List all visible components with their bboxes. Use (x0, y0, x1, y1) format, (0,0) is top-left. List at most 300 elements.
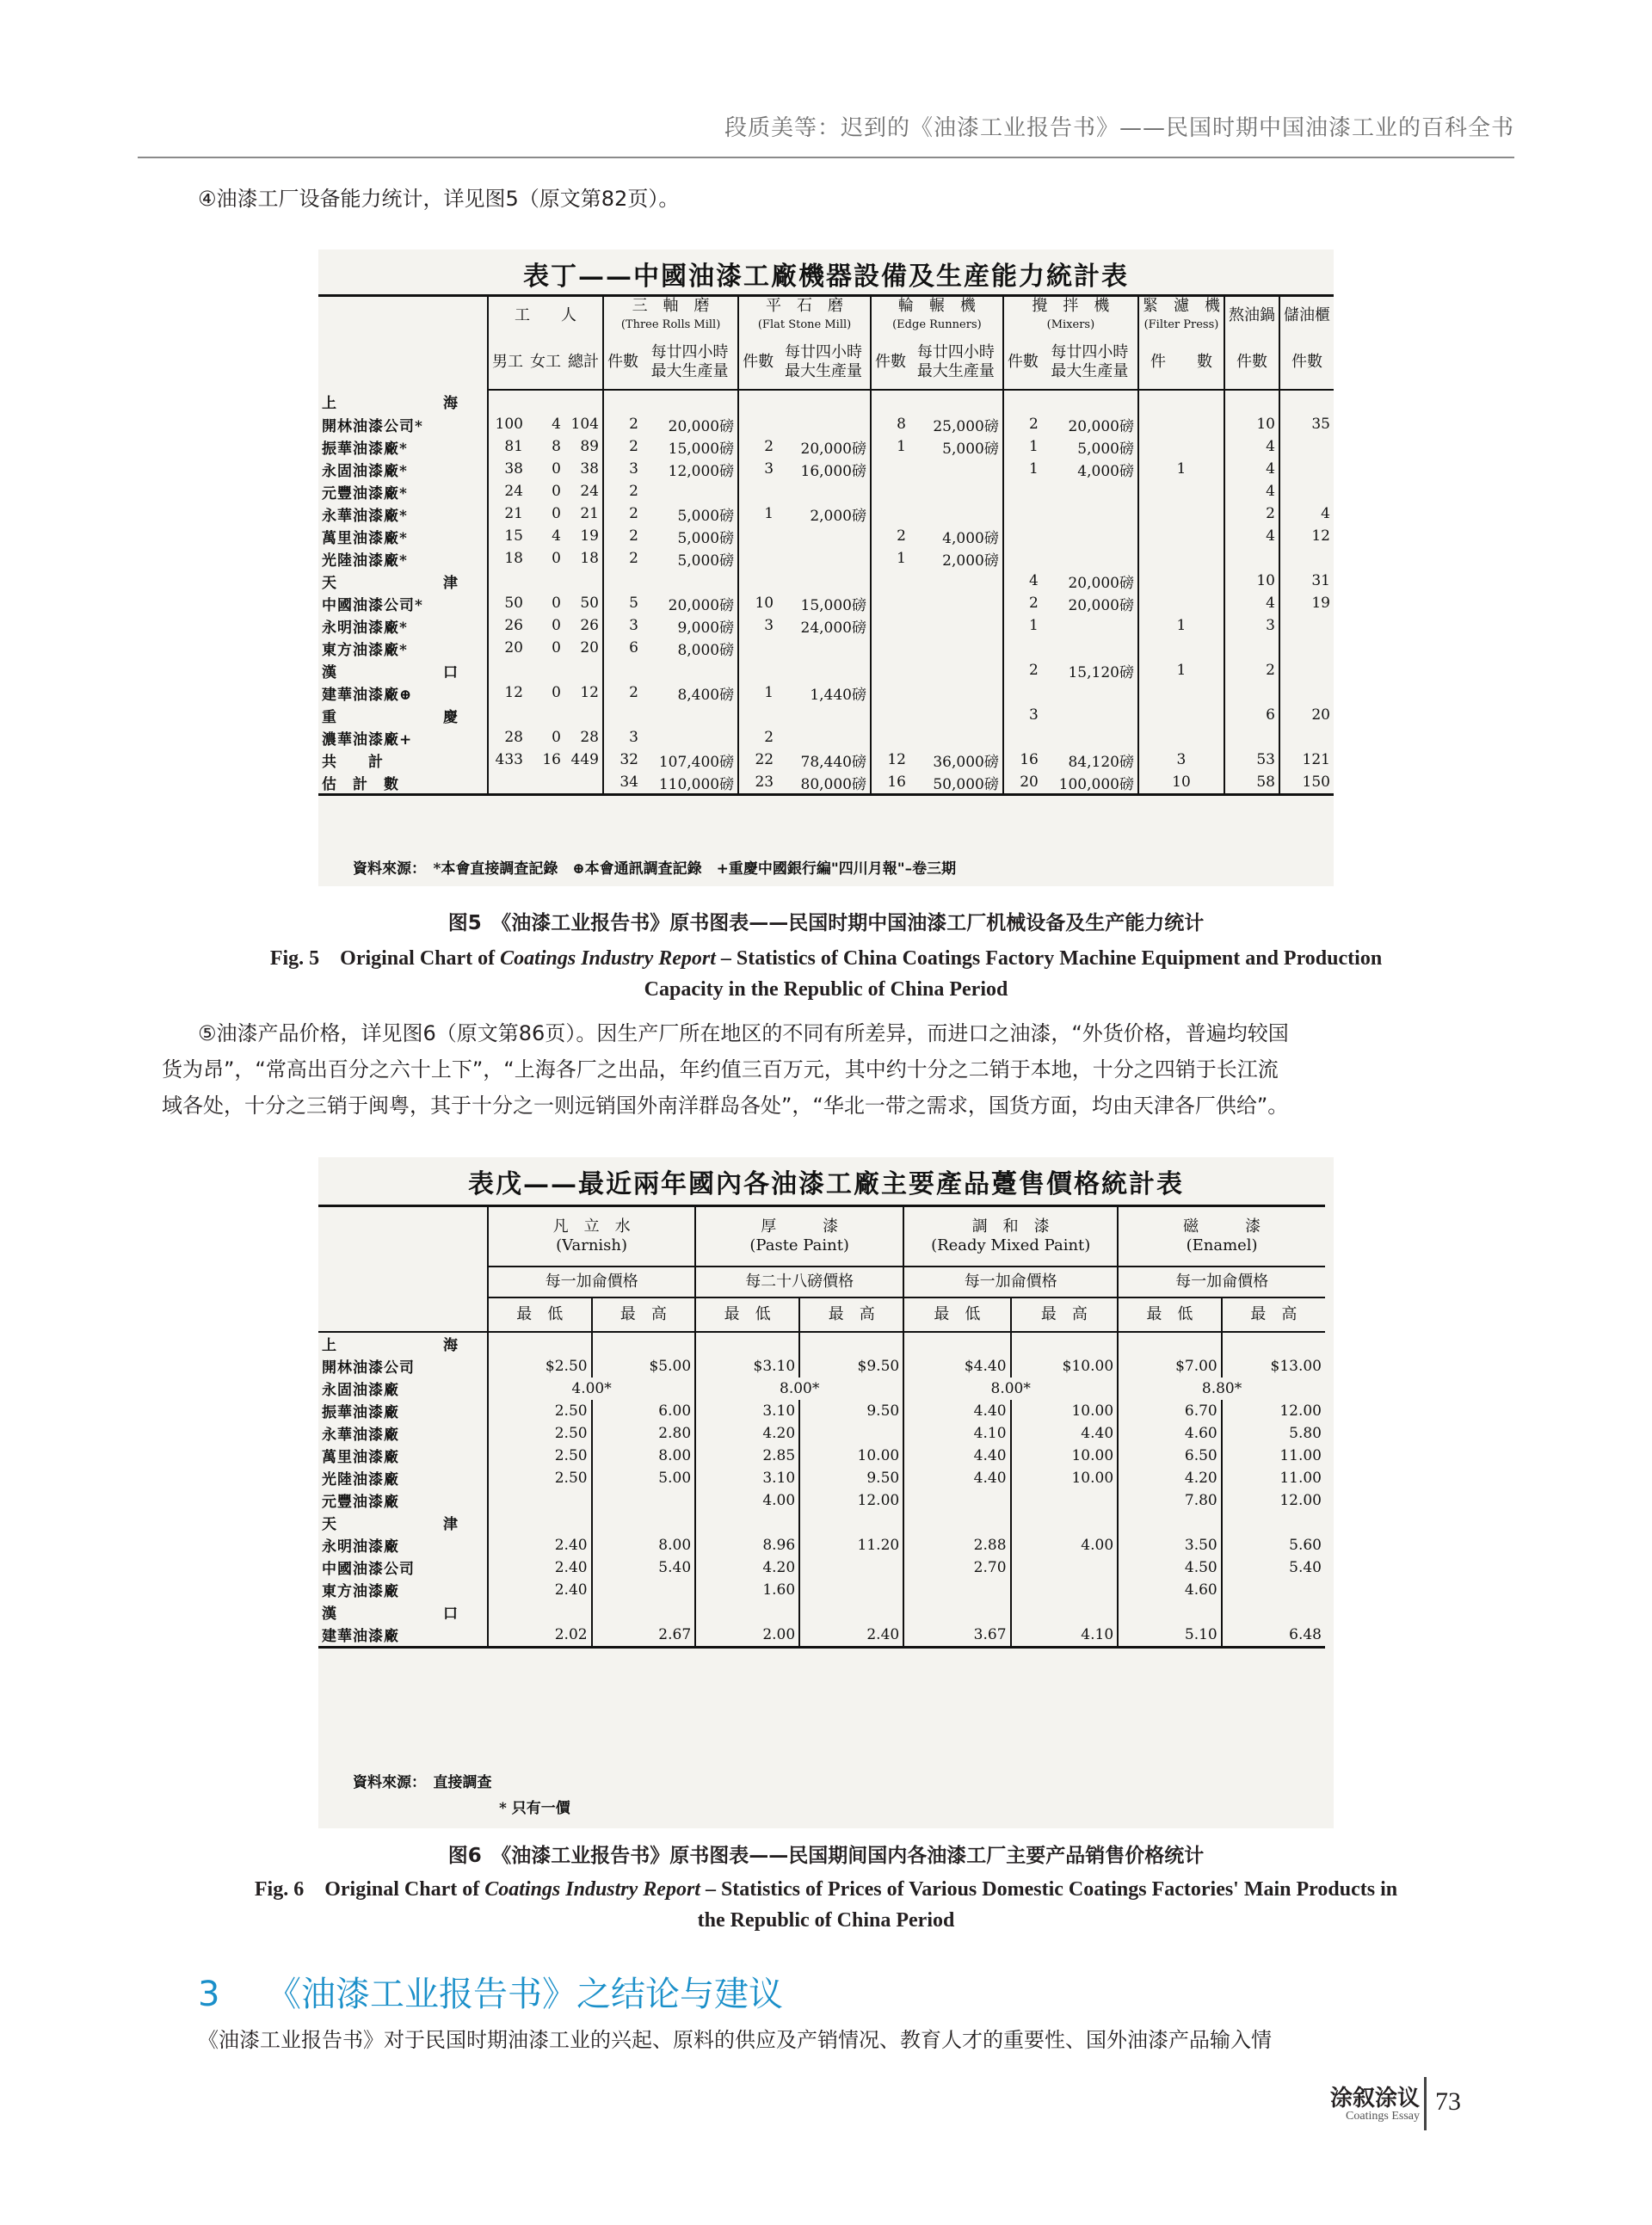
table-cell (1011, 1489, 1119, 1512)
table-cell (1279, 637, 1334, 659)
group-flat-stone-en: (Flat Stone Mill) (757, 318, 852, 331)
table-cell (738, 480, 777, 502)
table-cell: 2.50 (488, 1400, 592, 1422)
table-cell: 22 (738, 749, 777, 771)
table-cell: 4.60 (1118, 1579, 1222, 1601)
table-cell (1003, 726, 1042, 749)
figure-6-caption-en-prefix: Fig. 6 Original Chart of (254, 1878, 485, 1901)
table-cell: $2.50 (488, 1355, 592, 1378)
group-filter: 緊 濾 機 (1142, 297, 1220, 315)
table-cell (527, 659, 564, 681)
table-cell (799, 1556, 903, 1579)
table-cell: 5,000磅 (942, 440, 999, 458)
table-cell: 10.00 (1011, 1467, 1119, 1489)
row-label: 濃華油漆廠+ (322, 730, 413, 749)
table-cell (799, 1512, 903, 1534)
section-heading (198, 1967, 783, 2016)
table-cell: 4.20 (1118, 1467, 1222, 1489)
table-cell (1042, 614, 1138, 637)
table-cell: 4,000磅 (1077, 462, 1134, 480)
table-cell: 38 (488, 458, 527, 480)
figure-5-header-row-1 (318, 296, 1334, 336)
table-cell: 2 (603, 413, 642, 435)
table-cell (642, 704, 738, 726)
sub-female: 女工 (527, 335, 564, 390)
table-cell (738, 659, 777, 681)
table-cell: 2,000磅 (942, 552, 999, 570)
table-cell: 4.50 (1118, 1556, 1222, 1579)
table-cell (777, 525, 871, 547)
table-cell: 3.50 (1118, 1534, 1222, 1556)
table-cell (1042, 480, 1138, 502)
table-cell: 5,000磅 (677, 507, 735, 525)
table-cell: 10.00 (799, 1445, 903, 1467)
table-cell: 0 (552, 595, 561, 612)
table-cell: $3.10 (695, 1355, 799, 1378)
table-cell (1279, 390, 1334, 413)
table-cell: 8 (871, 413, 909, 435)
table-cell (799, 1422, 903, 1445)
table-row (318, 1579, 1325, 1601)
table-cell (488, 771, 527, 795)
table-cell (1042, 704, 1138, 726)
table-cell: 81 (488, 435, 527, 458)
table-cell (1138, 592, 1224, 614)
table-cell: 23 (738, 771, 777, 795)
table-cell (777, 480, 871, 502)
table-cell (909, 592, 1003, 614)
table-cell: 1,440磅 (810, 686, 866, 704)
table-cell: 2 (738, 435, 777, 458)
table-cell: 0 (552, 684, 561, 701)
table-cell: 10 (1138, 771, 1224, 795)
table-cell (1279, 547, 1334, 570)
table-row (318, 1422, 1325, 1445)
table-cell (909, 458, 1003, 480)
table-cell: 0 (552, 729, 561, 746)
table-cell: 107,400磅 (658, 753, 735, 771)
table-cell (777, 570, 871, 592)
table-cell: 20 (488, 637, 527, 659)
table-cell (695, 1332, 799, 1355)
table-cell: 3 (603, 726, 642, 749)
table-cell: 2.00 (695, 1624, 799, 1648)
figure-6-caption-en-italic: Coatings Industry Report (484, 1878, 700, 1901)
table-cell: 8 (552, 438, 561, 455)
table-cell: 4.40 (1011, 1422, 1119, 1445)
table-cell: 3 (603, 614, 642, 637)
table-cell (738, 547, 777, 570)
table-cell (1138, 681, 1224, 704)
table-cell (1279, 726, 1334, 749)
table-cell: 4.40 (903, 1467, 1010, 1489)
table-cell: 20,000磅 (1068, 596, 1134, 614)
table-cell: 2.80 (592, 1422, 696, 1445)
table-cell (1224, 390, 1279, 413)
table-cell: 11.00 (1222, 1445, 1325, 1467)
table-cell: 2 (1003, 592, 1042, 614)
table-cell: 12,000磅 (668, 462, 735, 480)
table-cell: 4 (1003, 570, 1042, 592)
table-row (318, 458, 1334, 480)
paragraph-2-line-3: 域各处，十分之三销于闽粤，其于十分之一则远销国外南洋群岛各处”，“华北一带之需求，国货方面，均由天津各厂供给”。 (162, 1094, 1289, 1118)
paragraph-3: 《油漆工业报告书》对于民国时期油漆工业的兴起、原料的供应及产销情况、教育人才的重要性、国外油漆产品输入情 (198, 2028, 1272, 2052)
row-label: 開林油漆公司* (322, 417, 423, 435)
table-cell (642, 726, 738, 749)
table-cell: 12.00 (1222, 1400, 1325, 1422)
table-cell: 1 (1138, 614, 1224, 637)
table-cell: 5.60 (1222, 1534, 1325, 1556)
table-cell (695, 1512, 799, 1534)
table-cell (871, 681, 909, 704)
row-label: 永固油漆廠* (322, 462, 408, 480)
table-cell: 1 (738, 502, 777, 525)
table-cell: 4.10 (903, 1422, 1010, 1445)
table-cell (909, 704, 1003, 726)
table-cell (909, 614, 1003, 637)
section-number: 3 (198, 1975, 220, 2014)
running-title: 段质美等：迟到的《油漆工业报告书》——民国时期中国油漆工业的百科全书 (724, 115, 1514, 141)
table-cell (527, 771, 564, 795)
col-low: 最 低 (695, 1297, 799, 1332)
table-cell (799, 1332, 903, 1355)
row-label: 萬里油漆廠* (322, 529, 408, 547)
table-cell (909, 390, 1003, 413)
table-cell (871, 502, 909, 525)
table-cell (1042, 547, 1138, 570)
table-cell: 1 (871, 435, 909, 458)
table-cell (488, 1332, 592, 1355)
table-cell (642, 570, 738, 592)
table-cell (1222, 1512, 1325, 1534)
sub-count: 件數 (871, 335, 909, 390)
figure-5-body (318, 390, 1334, 795)
figure-5-caption-cn: 图5 《油漆工业报告书》原书图表——民国时期中国油漆工厂机械设备及生产能力统计 (447, 912, 1205, 934)
sub-count: 件數 (1003, 335, 1042, 390)
table-cell: 20 (1003, 771, 1042, 795)
table-cell: 2 (1224, 659, 1279, 681)
table-row (318, 1378, 1325, 1400)
group-enamel: 磁 漆 (1183, 1217, 1261, 1236)
sub-count: 件數 (738, 335, 777, 390)
row-label: 振華油漆廠 (322, 1404, 399, 1421)
sub-capacity: 每廿四小時最大生產量 (909, 335, 1003, 390)
table-cell: 2 (603, 681, 642, 704)
table-cell (1138, 413, 1224, 435)
group-mixed-paint: 調 和 漆 (971, 1217, 1050, 1236)
table-cell: $4.40 (903, 1355, 1010, 1378)
table-cell (1224, 547, 1279, 570)
table-cell: 58 (1224, 771, 1279, 795)
unit-varnish: 每一加侖價格 (488, 1267, 695, 1297)
table-cell (1042, 681, 1138, 704)
table-cell: 2.85 (695, 1445, 799, 1467)
table-cell (871, 480, 909, 502)
table-cell: 20 (1279, 704, 1334, 726)
table-row (318, 1512, 1325, 1534)
col-high: 最 高 (592, 1297, 696, 1332)
table-cell: 2 (1003, 413, 1042, 435)
table-cell: 5.40 (592, 1556, 696, 1579)
table-cell: 12.00 (1222, 1489, 1325, 1512)
table-cell: 5 (603, 592, 642, 614)
table-cell: 3 (738, 458, 777, 480)
table-cell (738, 413, 777, 435)
table-cell: 12 (1279, 525, 1334, 547)
table-cell: 21 (488, 502, 527, 525)
table-cell: 2.50 (488, 1422, 592, 1445)
table-cell (1042, 726, 1138, 749)
table-cell: 8.00 (592, 1445, 696, 1467)
sub-capacity: 每廿四小時最大生產量 (1042, 335, 1138, 390)
col-high: 最 高 (1222, 1297, 1325, 1332)
table-cell: $9.50 (799, 1355, 903, 1378)
sub-boil-count: 件數 (1224, 335, 1279, 390)
group-flat-stone: 平 石 磨 (766, 297, 844, 315)
figure-6-table-image (318, 1157, 1334, 1828)
table-cell (1042, 637, 1138, 659)
row-label: 振華油漆廠* (322, 440, 408, 458)
table-cell (903, 1512, 1010, 1534)
table-cell: 449 (570, 751, 599, 768)
table-cell: 21 (580, 505, 599, 522)
table-cell (603, 659, 642, 681)
figure-5-caption-en-italic: Coatings Industry Report (500, 947, 716, 970)
table-cell: 50,000磅 (933, 775, 999, 793)
table-cell: 3 (1003, 704, 1042, 726)
table-cell: 2.50 (488, 1445, 592, 1467)
table-cell: 28 (488, 726, 527, 749)
sub-capacity: 每廿四小時最大生產量 (777, 335, 871, 390)
paragraph-1: ④油漆工厂设备能力统计，详见图5（原文第82页）。 (198, 187, 680, 211)
sub-store-count: 件數 (1279, 335, 1334, 390)
table-row (318, 614, 1334, 637)
table-cell (1042, 502, 1138, 525)
figure-6-note: * 只有一價 (499, 1800, 570, 1817)
row-label: 建華油漆廠 (322, 1628, 399, 1645)
row-label: 光陸油漆廠* (322, 552, 408, 570)
table-cell (909, 726, 1003, 749)
col-high: 最 高 (1011, 1297, 1119, 1332)
group-mixers: 攪 拌 機 (1032, 297, 1110, 315)
table-cell: 4.10 (1011, 1624, 1119, 1648)
table-cell: 3.10 (695, 1400, 799, 1422)
table-cell (527, 570, 564, 592)
group-mixers-en: (Mixers) (1046, 318, 1095, 331)
table-cell: 5,000磅 (677, 552, 735, 570)
table-cell: 11.00 (1222, 1467, 1325, 1489)
table-cell: 4 (1224, 458, 1279, 480)
footer-divider (1424, 2077, 1427, 2130)
group-edge-en: (Edge Runners) (892, 318, 982, 331)
row-label: 開林油漆公司 (322, 1359, 415, 1377)
table-cell: 3.10 (695, 1467, 799, 1489)
table-cell: 16,000磅 (800, 462, 866, 480)
table-cell (592, 1579, 696, 1601)
table-cell (1011, 1332, 1119, 1355)
table-cell: 4.40 (903, 1445, 1010, 1467)
section-title: 《油漆工业报告书》之结论与建议 (267, 1975, 783, 2014)
table-row (318, 547, 1334, 570)
table-cell: 15,120磅 (1068, 663, 1134, 681)
group-varnish: 凡 立 水 (552, 1217, 631, 1236)
table-cell: 100,000磅 (1058, 775, 1134, 793)
table-cell (1279, 614, 1334, 637)
table-cell: 2.40 (488, 1534, 592, 1556)
table-cell (903, 1601, 1010, 1624)
table-cell: 10.00 (1011, 1445, 1119, 1467)
table-cell (909, 502, 1003, 525)
row-label: 估 計 數 (322, 775, 399, 793)
table-cell (592, 1601, 696, 1624)
group-edge: 輪 輾 機 (897, 297, 976, 315)
table-cell (488, 1601, 592, 1624)
group-paste-paint-en: (Paste Paint) (749, 1236, 849, 1254)
running-header (138, 110, 1514, 158)
sub-capacity: 每廿四小時最大生產量 (642, 335, 738, 390)
table-cell: 1 (1003, 458, 1042, 480)
table-cell: 28 (580, 729, 599, 746)
table-cell (903, 1332, 1010, 1355)
table-cell: 8,000磅 (677, 641, 735, 659)
table-cell: 0 (552, 460, 561, 478)
table-row (318, 390, 1334, 413)
table-cell: 4 (1224, 480, 1279, 502)
group-three-rolls-en: (Three Rolls Mill) (620, 318, 721, 331)
table-cell: 4.40 (903, 1400, 1010, 1422)
table-cell: 2.50 (488, 1467, 592, 1489)
table-cell: 4 (1224, 525, 1279, 547)
row-label: 建華油漆廠⊕ (322, 686, 413, 704)
table-cell: 2 (603, 435, 642, 458)
table-cell (1138, 547, 1224, 570)
table-cell: 150 (1279, 771, 1334, 795)
table-cell: 18 (488, 547, 527, 570)
table-cell (564, 771, 603, 795)
table-cell (1279, 435, 1334, 458)
figure-6-caption-cn: 图6 《油漆工业报告书》原书图表——民国期间国内各油漆工厂主要产品销售价格统计 (447, 1845, 1205, 1867)
table-cell: 9.50 (799, 1400, 903, 1422)
paragraph-2-line-1: ⑤油漆产品价格，详见图6（原文第86页）。因生产厂所在地区的不同有所差异，而进口之油漆，“外货价格，普遍均较国 (198, 1021, 1289, 1045)
table-cell: 6.00 (592, 1400, 696, 1422)
table-cell: 4.60 (1118, 1422, 1222, 1445)
table-cell: 4 (1279, 502, 1334, 525)
sub-male: 男工 (488, 335, 527, 390)
table-cell: 121 (1279, 749, 1334, 771)
table-row (318, 1624, 1325, 1648)
table-cell: 5,000磅 (1077, 440, 1134, 458)
table-row (318, 771, 1334, 795)
table-row (318, 1556, 1325, 1579)
table-cell: 10 (738, 592, 777, 614)
col-low: 最 低 (1118, 1297, 1222, 1332)
table-cell (695, 1601, 799, 1624)
group-varnish-en: (Varnish) (556, 1236, 628, 1254)
table-cell (1224, 726, 1279, 749)
table-cell (777, 726, 871, 749)
group-mixed-paint-en: (Ready Mixed Paint) (931, 1236, 1091, 1254)
table-cell (1138, 502, 1224, 525)
table-cell: 18 (580, 550, 599, 567)
table-cell (903, 1489, 1010, 1512)
table-cell: 8,400磅 (677, 686, 735, 704)
group-workers: 工 人 (488, 296, 603, 336)
table-cell: 0 (552, 505, 561, 522)
table-cell (909, 637, 1003, 659)
row-label: 永華油漆廠 (322, 1427, 399, 1444)
table-row (318, 749, 1334, 771)
row-label: 永明油漆廠* (322, 619, 408, 637)
col-high: 最 高 (799, 1297, 903, 1332)
row-label: 萬里油漆廠 (322, 1449, 399, 1466)
row-label: 東方油漆廠* (322, 641, 408, 659)
group-three-rolls: 三 軸 磨 (632, 297, 710, 315)
table-cell: 16 (871, 771, 909, 795)
table-cell (1138, 435, 1224, 458)
page-number: 73 (1435, 2087, 1461, 2116)
group-paste-paint: 厚 漆 (761, 1217, 839, 1236)
table-cell: 2.88 (903, 1534, 1010, 1556)
table-cell: 4.20 (695, 1422, 799, 1445)
table-cell: 2 (738, 726, 777, 749)
figure-5-caption-en (172, 943, 1480, 1005)
table-cell: 0 (552, 550, 561, 567)
row-label: 天 津 (322, 1516, 484, 1533)
table-cell: 433 (488, 749, 527, 771)
single-price-cell: 8.00* (903, 1378, 1118, 1400)
table-cell: 3 (603, 458, 642, 480)
table-row (318, 502, 1334, 525)
table-cell: 5.10 (1118, 1624, 1222, 1648)
table-cell: 2.40 (488, 1556, 592, 1579)
table-cell: 2 (603, 502, 642, 525)
table-cell: 50 (488, 592, 527, 614)
table-cell: 4,000磅 (942, 529, 999, 547)
table-cell: 3 (738, 614, 777, 637)
table-row (318, 592, 1334, 614)
table-cell: 5.00 (592, 1467, 696, 1489)
table-cell: 2,000磅 (810, 507, 866, 525)
figure-5-table-title: 表丁——中國油漆工廠機器設備及生産能力統計表 (523, 262, 1129, 292)
table-cell (738, 525, 777, 547)
table-cell: 36,000磅 (933, 753, 999, 771)
table-row (318, 570, 1334, 592)
table-cell: 38 (580, 460, 599, 478)
table-cell: 0 (552, 639, 561, 656)
table-cell: 15 (488, 525, 527, 547)
table-cell (738, 637, 777, 659)
table-cell: 9.50 (799, 1467, 903, 1489)
paragraph-2-line-2: 货为昂”，“常高出百分之六十上下”，“上海各厂之出品，年约值三百万元，其中约十分之二销于本地，十分之四销于长江流 (162, 1057, 1279, 1082)
table-cell (488, 390, 527, 413)
table-cell (527, 390, 564, 413)
table-cell: 4.20 (695, 1556, 799, 1579)
table-cell: 4.00 (695, 1489, 799, 1512)
table-cell (1011, 1579, 1119, 1601)
table-row (318, 637, 1334, 659)
table-cell: 1 (1138, 659, 1224, 681)
table-cell: 10.00 (1011, 1400, 1119, 1422)
table-cell: 24,000磅 (800, 619, 866, 637)
figure-6-caption-en-suffix: – Statistics of Prices of Various Domestic Coatings Factories' Main Products in (700, 1878, 1398, 1901)
figure-5-caption-en-line2: Capacity in the Republic of China Period (644, 978, 1008, 1001)
table-cell (871, 390, 909, 413)
col-low: 最 低 (488, 1297, 592, 1332)
row-label: 漢 口 (322, 663, 484, 681)
table-cell (903, 1579, 1010, 1601)
figure-6-source: 資料來源： 直接調查 (353, 1774, 492, 1791)
table-cell (1138, 480, 1224, 502)
